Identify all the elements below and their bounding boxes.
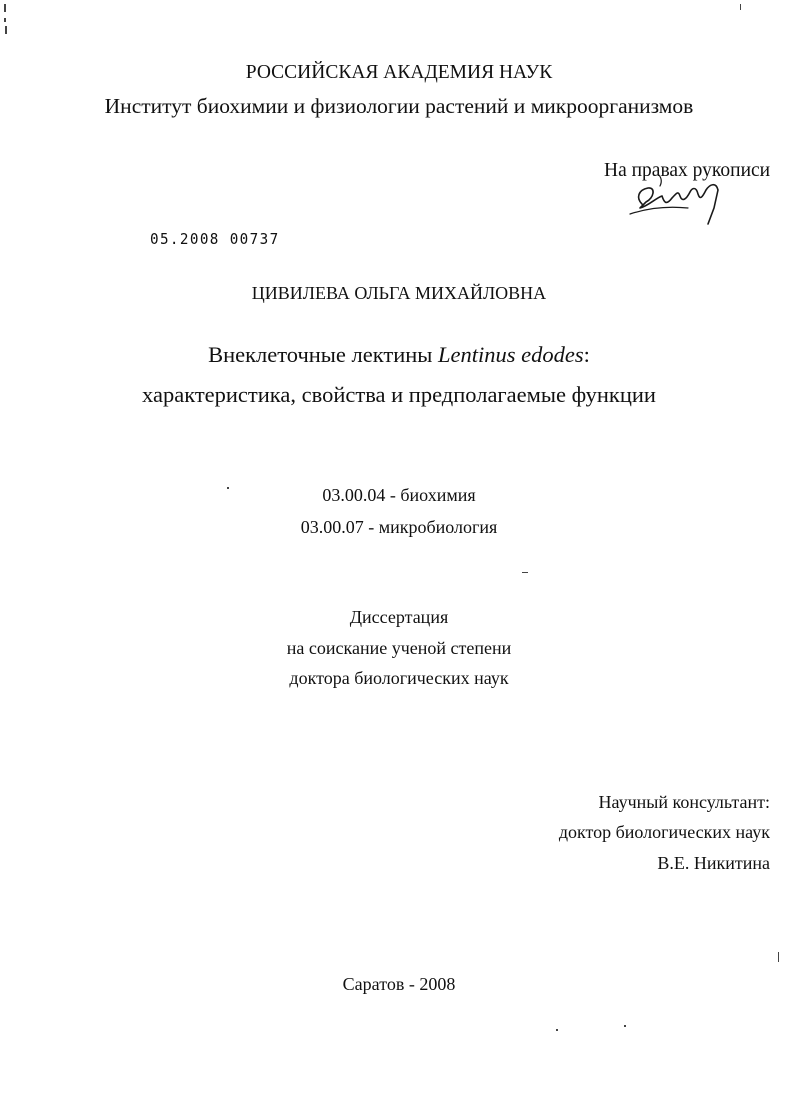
scan-mark <box>740 4 741 10</box>
scan-mark <box>4 18 6 22</box>
manuscript-note: На правах рукописи <box>604 160 771 181</box>
scan-mark <box>556 1029 558 1031</box>
consultant-degree: доктор биологических наук <box>558 822 770 842</box>
title-species: Lentinus edodes <box>438 342 584 367</box>
scan-mark <box>778 952 779 962</box>
registry-stamp: 05.2008 00737 <box>150 230 280 248</box>
scan-mark <box>624 1025 626 1027</box>
degree-line-2: на соискание ученой степени <box>286 638 512 658</box>
title-prefix: Внеклеточные лектины <box>208 342 439 367</box>
academy-name: РОССИЙСКАЯ АКАДЕМИЯ НАУК <box>245 62 553 83</box>
scan-mark <box>5 26 7 34</box>
scan-mark <box>522 572 528 573</box>
consultant-name: В.Е. Никитина <box>657 853 770 873</box>
city-year: Саратов - 2008 <box>342 974 456 994</box>
dissertation-title-line-2: характеристика, свойства и предполагаемые функции <box>142 382 656 407</box>
dissertation-title-line-1 <box>0 342 798 368</box>
title-suffix: : <box>583 342 590 367</box>
signature <box>628 168 738 228</box>
author-name: ЦИВИЛЕВА ОЛЬГА МИХАЙЛОВНА <box>251 283 547 303</box>
specialty-2: 03.00.07 - микробиология <box>300 517 498 537</box>
specialty-1: 03.00.04 - биохимия <box>322 485 476 505</box>
degree-line-3: доктора биологических наук <box>289 668 509 688</box>
degree-line-1: Диссертация <box>349 607 449 627</box>
institute-name: Институт биохимии и физиологии растений и микроорганизмов <box>104 94 694 118</box>
scan-mark <box>4 4 6 12</box>
consultant-label: Научный консультант: <box>598 792 770 812</box>
